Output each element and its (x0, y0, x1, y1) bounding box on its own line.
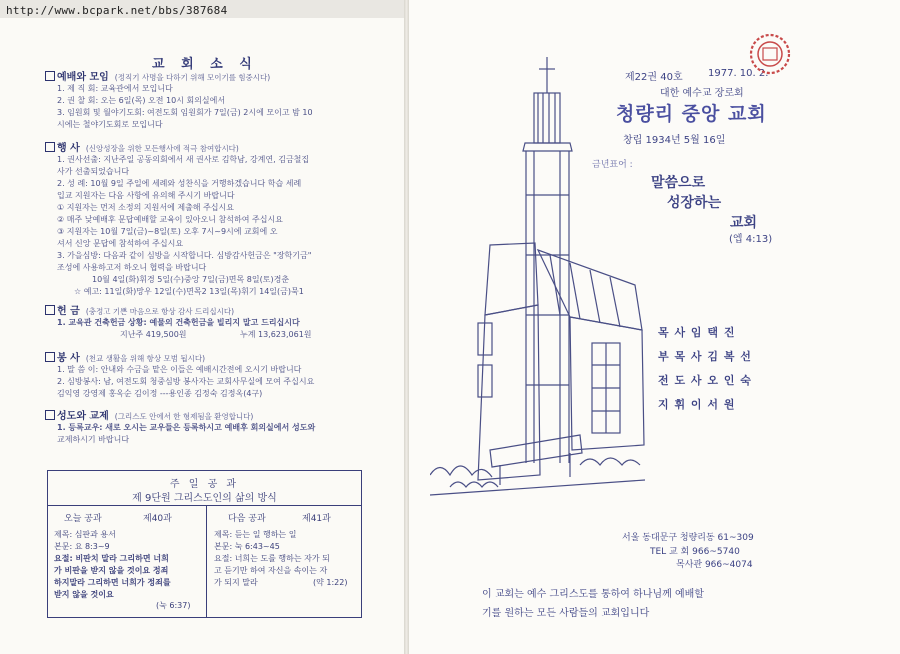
section-worship-heading: 예배와 모임 (정직기 사명을 다하기 위해 모이기를 힘중시다) (45, 68, 270, 83)
staff-evangelist: 전 도 사 오 인 숙 (658, 374, 752, 387)
lesson-line: 제목: 심판과 용서 (54, 530, 116, 539)
denomination: 대한 예수교 장로회 (660, 88, 744, 99)
checkbox-icon (45, 352, 55, 362)
church-address: 서울 동대문구 청량리동 61~309 (622, 533, 754, 543)
divider (206, 505, 207, 617)
motto-line-1: 말씀으로 (651, 175, 706, 191)
lesson-line: 가 되지 말라 (214, 578, 258, 587)
news-line: 1. 말 씀 이: 안내와 수금을 맡은 이들은 예배시간전에 오시기 바랍니다 (57, 365, 302, 374)
staff-pastor: 목 사 임 택 진 (658, 326, 736, 339)
news-line: 1. 권사선출: 지난주일 공동의회에서 새 권사로 김학남, 강계연, 김금철집 (57, 155, 310, 164)
lesson-line: 받지 않을 것이요 (54, 590, 114, 599)
section-fellowship-heading: 성도와 교제 (그리스도 안에서 한 형제됨을 환영합니다) (45, 407, 253, 422)
divider (48, 505, 361, 506)
section-offering-heading: 헌 금 (충정고 기쁜 마음으로 항상 감사 드리십시다) (45, 302, 234, 317)
lessons-unit: 제 9단원 그리스도인의 삶의 방식 (132, 493, 277, 504)
news-line: 2. 권 찰 회: 오는 6일(목) 오전 10시 회의실에서 (57, 96, 226, 105)
lesson-line: 본문: 요 8:3~9 (54, 542, 110, 551)
sunday-lessons-box (47, 470, 362, 618)
news-line: 사가 선출되었습니다 (57, 167, 130, 176)
section-service-heading: 봉 사 (천교 생활을 위해 항상 모범 됩시다) (45, 349, 205, 364)
news-line: 1. 교육관 건축헌금 상황: 예물의 건축헌금을 빌리지 말고 드리십시다 (57, 318, 300, 327)
lesson-reference: (약 1:22) (313, 578, 348, 587)
lesson-line: 고 듣기만 하여 자신을 속이는 자 (214, 566, 328, 575)
issue-number: 제22권 40호 (625, 72, 683, 83)
visit-preview-line: ☆ 예고: 11일(화)망우 12일(수)면목2 13일(목)휘기 14일(금)묵1 (74, 287, 304, 296)
lesson-line: 본문: 눅 6:43~45 (214, 542, 280, 551)
motto-line-2: 성장하는 (667, 195, 722, 211)
news-line: ② 매주 낮예배후 문답예배할 교육이 있아오니 참석하여 주십시요 (57, 215, 283, 224)
seal-stamp-icon (748, 32, 792, 76)
church-building-illustration (430, 55, 650, 505)
issue-date: 1977. 10. 2. (708, 68, 769, 79)
next-lesson-label: 다음 공과 (228, 514, 266, 524)
source-url-stamp: http://www.bcpark.net/bbs/387684 (6, 4, 228, 17)
visit-schedule-line: 10월 4일(화)휘경 5일(수)중앙 7일(금)면목 8일(토)경춘 (92, 275, 290, 284)
news-line: ① 지원자는 먼저 소정의 지원서에 제출해 주십시요 (57, 203, 234, 212)
founded-date: 창립 1934년 5월 16일 (623, 135, 726, 146)
news-line: 3. 가을심방: 다음과 같이 심방을 시작합니다. 심방감사헌금은 "장학기금" (57, 251, 312, 260)
news-line: 1. 제 직 회: 교육관에서 모입니다 (57, 84, 173, 93)
news-line: 셔서 신앙 문답에 참석하여 주십시요 (57, 239, 184, 248)
news-line: 교제하시기 바랍니다 (57, 435, 130, 444)
lessons-title: 주 일 공 과 (169, 479, 240, 490)
news-line: 1. 등록교우: 새로 오시는 교우들은 등록하시고 예배후 회의실에서 성도와 (57, 423, 316, 432)
staff-associate-pastor: 부 목 사 김 복 선 (658, 350, 752, 363)
footer-line-2: 기를 원하는 모든 사람들의 교회입니다 (482, 608, 650, 619)
staff-choir-director: 지 휘 이 서 원 (658, 398, 736, 411)
lesson-line: 요절: 비판치 말라 그리하면 너희 (54, 554, 169, 563)
checkbox-icon (45, 71, 55, 81)
lesson-line: 하지말라 그리하면 너희가 정죄를 (54, 578, 171, 587)
news-line: 조성에 사용하고저 하오니 협력을 바랍니다 (57, 263, 207, 272)
checkbox-icon (45, 142, 55, 152)
news-line: 시에는 철야기도회로 모입니다 (57, 120, 163, 129)
church-news-title: 교 회 소 식 (152, 57, 258, 72)
news-line: 2. 성 례: 10월 9일 주일에 세례와 성찬식을 거행하겠습니다 학습 세례 (57, 179, 302, 188)
lesson-line: 가 비판을 받지 않을 것이요 정죄 (54, 566, 169, 575)
church-name: 청량리 중앙 교회 (616, 103, 767, 125)
lesson-line: 요절: 너희는 도를 행하는 자가 되 (214, 554, 330, 563)
offering-total: 누계 13,623,061원 (240, 330, 312, 339)
checkbox-icon (45, 305, 55, 315)
footer-line-1: 이 교회는 예수 그리스도를 통하여 하나님께 예배할 (482, 589, 704, 600)
section-events-heading: 행 사 (신앙성장을 위한 모든행사에 적극 참여합시다) (45, 139, 239, 154)
today-lesson-number: 제40과 (143, 514, 172, 524)
news-line: 3. 임원회 및 월야기도회: 여전도회 임원회가 7일(금) 2시에 모이고 밤 10 (57, 108, 313, 117)
news-line: 김익영 강영제 홍옥순 김이정 ---용인종 김정숙 김정옥(4구) (57, 389, 263, 398)
motto-reference: (엡 4:13) (729, 234, 773, 245)
news-line: 2. 심방봉사: 남, 여전도회 청중심방 봉사자는 교회사무실에 모여 주십시요 (57, 377, 315, 386)
motto-label: 금년표어 : (592, 160, 633, 170)
lesson-line: 제목: 듣는 일 행하는 일 (214, 530, 297, 539)
church-phone: TEL 교 회 966~5740 (650, 547, 740, 557)
checkbox-icon (45, 410, 55, 420)
today-lesson-label: 오늘 공과 (64, 514, 102, 524)
center-fold (404, 0, 409, 654)
news-line: 입교 지원자는 다음 사항에 유의해 주시기 바랍니다 (57, 191, 235, 200)
offering-last-week: 지난주 419,500원 (120, 330, 187, 339)
motto-line-3: 교회 (730, 215, 758, 231)
lesson-reference: (눅 6:37) (156, 601, 191, 610)
next-lesson-number: 제41과 (302, 514, 331, 524)
news-line: ③ 지원자는 10월 7일(금)~8일(토) 오후 7시~9시에 교회에 오 (57, 227, 278, 236)
parsonage-phone: 목사관 966~4074 (676, 560, 753, 570)
